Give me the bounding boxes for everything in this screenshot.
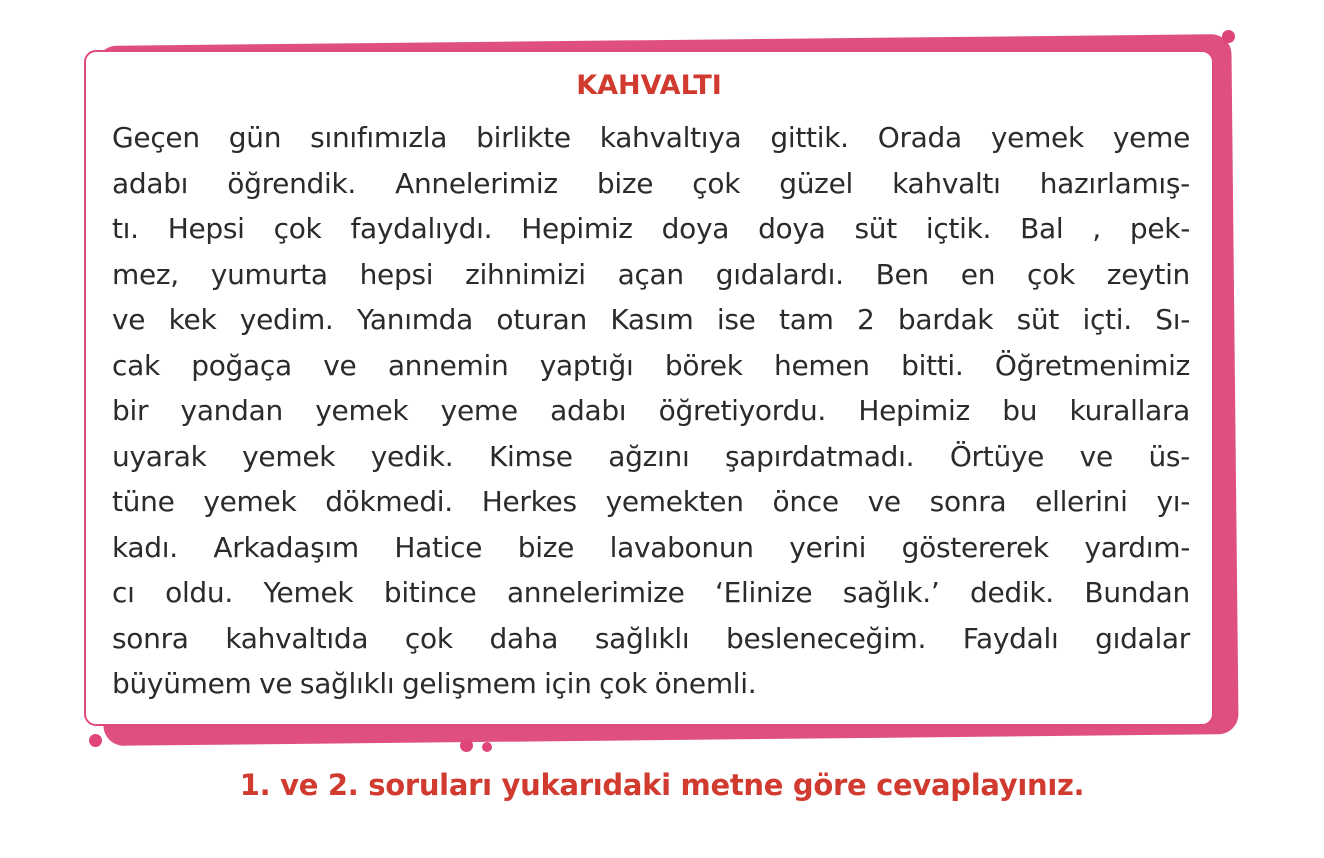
passage-line: sonra kahvaltıda çok daha sağlıklı besleneceğim. Faydalı gıdalar (112, 621, 1190, 655)
decorative-dot (460, 739, 473, 752)
passage-line: cak poğaça ve annemin yaptığı börek hemen bitti. Öğretmenimiz (112, 348, 1190, 382)
passage-line: adabı öğrendik. Annelerimiz bize çok güzel kahvaltı hazırlamış- (112, 166, 1190, 200)
reading-card (84, 50, 1214, 726)
instruction-text: 1. ve 2. soruları yukarıdaki metne göre cevaplayınız. (239, 768, 1085, 802)
decorative-dot (482, 742, 492, 752)
passage-line: uyarak yemek yedik. Kimse ağzını şapırdatmadı. Örtüye ve üs- (112, 439, 1190, 473)
passage-line: büyümem ve sağlıklı gelişmem için çok önemli. (112, 667, 757, 700)
decorative-dot (89, 734, 102, 747)
decorative-dot (1222, 30, 1235, 43)
passage-title: KAHVALTI (576, 70, 722, 101)
passage-line: bir yandan yemek yeme adabı öğretiyordu. Hepimiz bu kurallara (112, 394, 1190, 427)
passage-line: tüne yemek dökmedi. Herkes yemekten önce ve sonra ellerini yı- (112, 485, 1190, 518)
passage-line: Geçen gün sınıfımızla birlikte kahvaltıya gittik. Orada yemek yeme (112, 121, 1190, 154)
passage-line: cı oldu. Yemek bitince annelerimize ‘Elinize sağlık.’ dedik. Bundan (112, 576, 1190, 609)
passage-text (112, 115, 1190, 707)
passage-line: tı. Hepsi çok faydalıydı. Hepimiz doya doya süt içtik. Bal , pek- (112, 212, 1190, 245)
passage-line: kadı. Arkadaşım Hatice bize lavabonun yerini göstererek yardım- (112, 530, 1190, 564)
passage-line: mez, yumurta hepsi zihnimizi açan gıdalardı. Ben en çok zeytin (112, 257, 1190, 291)
passage-line: ve kek yedim. Yanımda oturan Kasım ise tam 2 bardak süt içti. Sı- (112, 303, 1190, 336)
